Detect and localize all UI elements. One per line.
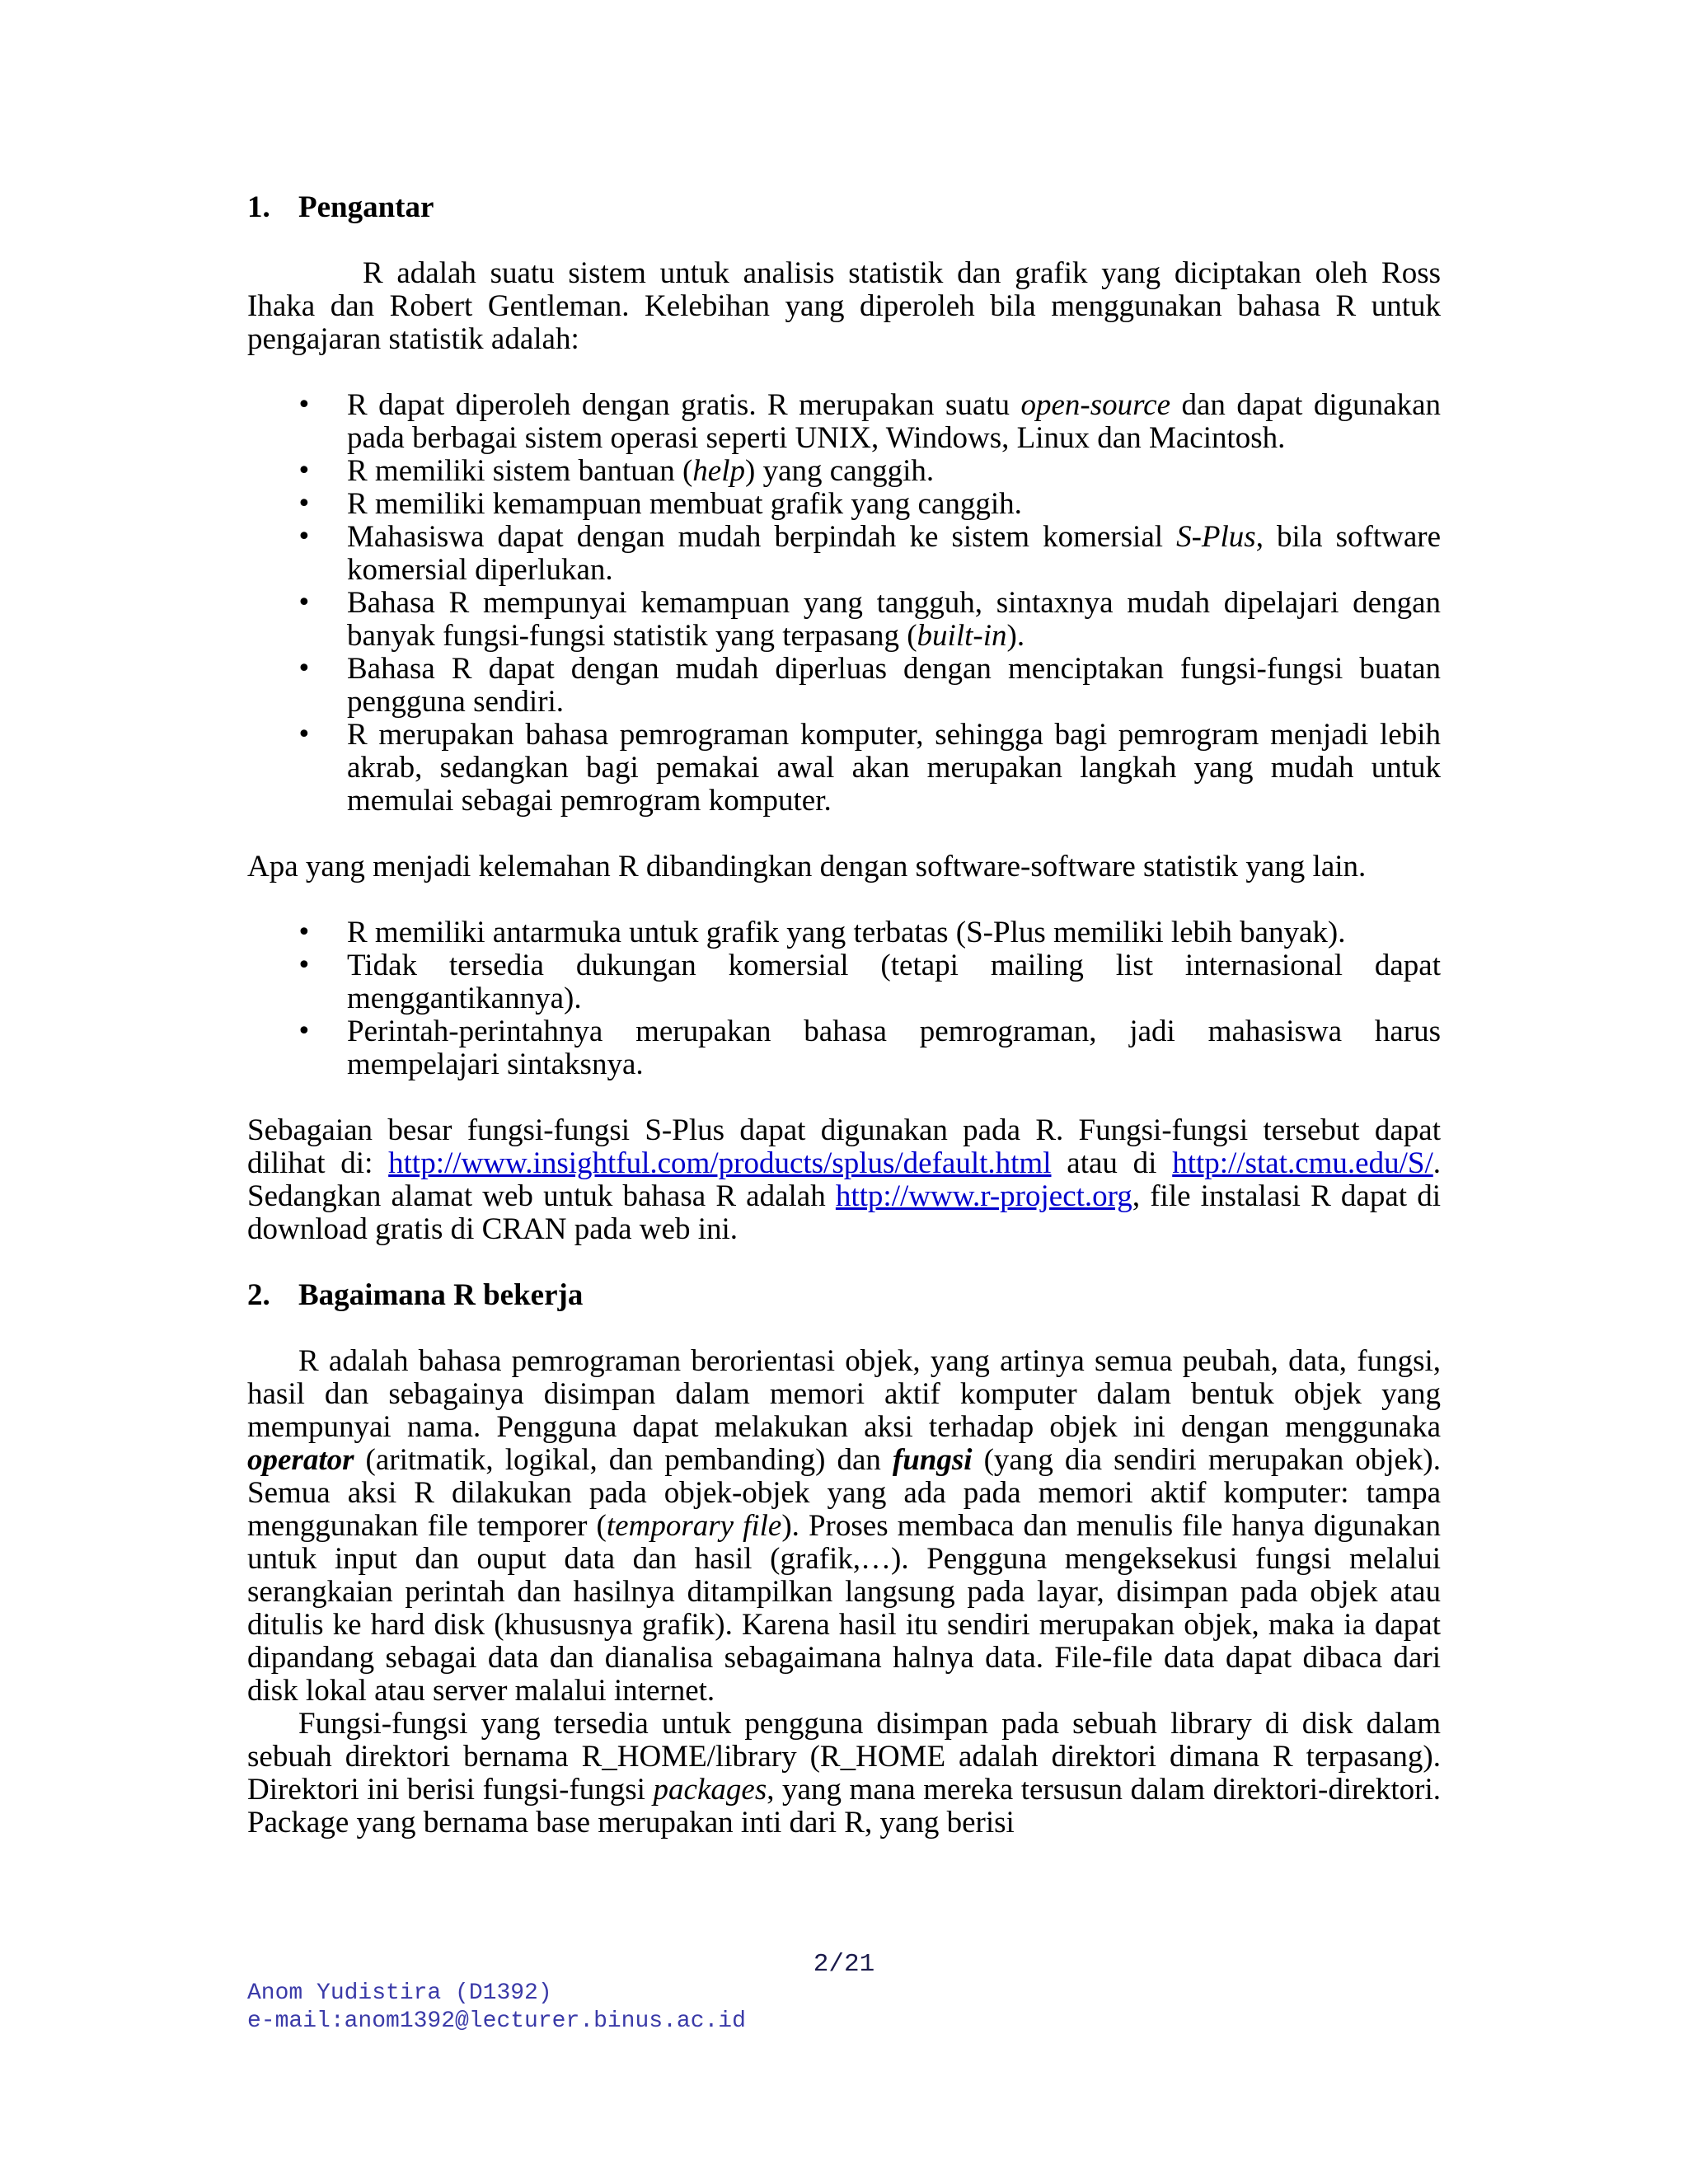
page-number: 2/21 bbox=[813, 1950, 875, 1979]
section-1-title: Pengantar bbox=[298, 190, 434, 224]
section-1-heading bbox=[247, 191, 1441, 224]
list-item: • R dapat diperoleh dengan gratis. R merupakan suatu open-source dan dapat digunakan pada berbagai sistem operasi seperti UNIX, Windows, Linux dan Macintosh. bbox=[247, 389, 1441, 455]
list-item: • Tidak tersedia dukungan komersial (tetapi mailing list internasional dapat menggantikannya). bbox=[247, 949, 1441, 1015]
section-2-number: 2. bbox=[247, 1278, 270, 1312]
list-item: • Mahasiswa dapat dengan mudah berpindah ke sistem komersial S-Plus, bila software komersial diperlukan. bbox=[247, 521, 1441, 587]
insightful-link[interactable]: http://www.insightful.com/products/splus/default.html bbox=[388, 1146, 1052, 1180]
how-r-works-paragraph-1: R adalah bahasa pemrograman berorientasi objek, yang artinya semua peubah, data, fungsi, hasil dan sebagainya disimpan dalam memori aktif komputer dalam bentuk objek yang mempunyai nama. Pengguna dapat melakukan aksi terhadap objek ini dengan menggunaka operator (aritmatik, logikal, dan pembanding) dan fungsi (yang dia sendiri merupakan objek). Semua aksi R dilakukan pada objek-objek yang ada pada memori aktif komputer: tampa menggunakan file temporer (temporary file). Proses membaca dan menulis file hanya digunakan untuk input dan ouput data dan hasil (grafik,…). Pengguna mengeksekusi fungsi melalui serangkaian perintah dan hasilnya ditampilkan langsung pada layar, disimpan pada objek atau ditulis ke hard disk (khususnya grafik). Karena hasil itu sendiri merupakan objek, maka ia dapat dipandang sebagai data dan dianalisa sebagaimana halnya data. File-file data dapat dibaca dari disk lokal atau server malalui internet. bbox=[247, 1344, 1442, 1708]
section-2-title: Bagaimana R bekerja bbox=[298, 1278, 584, 1312]
list-item: • R memiliki antarmuka untuk grafik yang terbatas (S-Plus memiliki lebih banyak). bbox=[247, 916, 1441, 949]
r-project-link[interactable]: http://www.r-project.org bbox=[835, 1179, 1132, 1213]
splus-paragraph: Sebagaian besar fungsi-fungsi S-Plus dapat digunakan pada R. Fungsi-fungsi tersebut dapat dilihat di: http://www.insightful.com/products/splus/default.html atau di http://stat.cmu.edu/S/. Sedangkan alamat web untuk bahasa R adalah http://www.r-project.org, file instalasi R dapat di download gratis di CRAN pada web ini. bbox=[247, 1113, 1441, 1246]
intro-paragraph: R adalah suatu sistem untuk analisis statistik dan grafik yang diciptakan oleh Ross Ihaka dan Robert Gentleman. Kelebihan yang diperoleh bila menggunakan bahasa R untuk pengajaran statistik adalah: bbox=[247, 256, 1441, 356]
section-1-number: 1. bbox=[247, 190, 270, 224]
page-content bbox=[247, 191, 1441, 1840]
list-item: • R memiliki kemampuan membuat grafik yang canggih. bbox=[247, 488, 1441, 521]
author-email: e-mail:anom1392@lecturer.binus.ac.id bbox=[247, 2008, 746, 2034]
author-name: Anom Yudistira (D1392) bbox=[247, 1980, 552, 2006]
list-item: • Bahasa R mempunyai kemampuan yang tangguh, sintaxnya mudah dipelajari dengan banyak fungsi-fungsi statistik yang terpasang (built-in). bbox=[247, 587, 1441, 653]
advantages-list bbox=[247, 389, 1441, 818]
stat-cmu-link[interactable]: http://stat.cmu.edu/S/ bbox=[1172, 1146, 1433, 1180]
list-item: • R memiliki sistem bantuan (help) yang canggih. bbox=[247, 455, 1441, 488]
list-item: • R merupakan bahasa pemrograman komputer, sehingga bagi pemrogram menjadi lebih akrab, sedangkan bagi pemakai awal akan merupakan langkah yang mudah untuk memulai sebagai pemrogram komputer. bbox=[247, 719, 1441, 818]
footer-author-block bbox=[247, 1980, 746, 2036]
section-2-heading bbox=[247, 1279, 1441, 1312]
how-r-works-paragraph-2: Fungsi-fungsi yang tersedia untuk pengguna disimpan pada sebuah library di disk dalam sebuah direktori bernama R_HOME/library (R_HOME adalah direktori dimana R terpasang). Direktori ini berisi fungsi-fungsi packages, yang mana mereka tersusun dalam direktori-direktori. Package yang bernama base merupakan inti dari R, yang berisi bbox=[247, 1707, 1441, 1840]
weaknesses-list bbox=[247, 916, 1441, 1081]
list-item: • Bahasa R dapat dengan mudah diperluas dengan menciptakan fungsi-fungsi buatan pengguna sendiri. bbox=[247, 653, 1441, 719]
list-item: • Perintah-perintahnya merupakan bahasa pemrograman, jadi mahasiswa harus mempelajari sintaksnya. bbox=[247, 1015, 1441, 1081]
weakness-intro: Apa yang menjadi kelemahan R dibandingkan dengan software-software statistik yang lain. bbox=[247, 850, 1367, 883]
